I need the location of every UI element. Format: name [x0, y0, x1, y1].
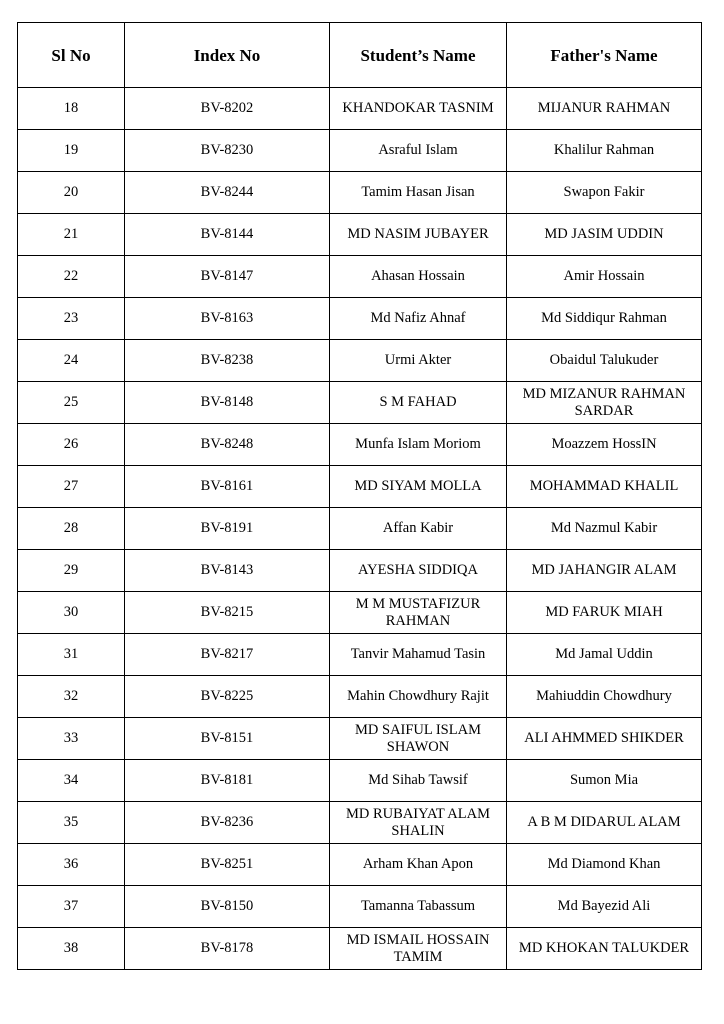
- header-row: [18, 23, 702, 88]
- cell-sl-no: 37: [18, 886, 125, 928]
- cell-father-name: ALI AHMMED SHIKDER: [507, 718, 702, 760]
- table-row: [18, 172, 702, 214]
- cell-father-name: MOHAMMAD KHALIL: [507, 466, 702, 508]
- cell-father-name: Md Jamal Uddin: [507, 634, 702, 676]
- table-row: [18, 634, 702, 676]
- cell-index-no: BV-8144: [125, 214, 330, 256]
- cell-student-name: Urmi Akter: [330, 340, 507, 382]
- cell-father-name: Md Diamond Khan: [507, 844, 702, 886]
- cell-index-no: BV-8225: [125, 676, 330, 718]
- table-row: [18, 508, 702, 550]
- table-row: [18, 256, 702, 298]
- cell-sl-no: 28: [18, 508, 125, 550]
- cell-sl-no: 32: [18, 676, 125, 718]
- table-row: [18, 760, 702, 802]
- cell-index-no: BV-8147: [125, 256, 330, 298]
- cell-sl-no: 27: [18, 466, 125, 508]
- cell-index-no: BV-8181: [125, 760, 330, 802]
- cell-sl-no: 30: [18, 592, 125, 634]
- cell-sl-no: 33: [18, 718, 125, 760]
- header-student-name: Student’s Name: [330, 23, 507, 88]
- table-row: [18, 382, 702, 424]
- cell-index-no: BV-8161: [125, 466, 330, 508]
- cell-father-name: Obaidul Talukuder: [507, 340, 702, 382]
- cell-father-name: MD FARUK MIAH: [507, 592, 702, 634]
- cell-father-name: Swapon Fakir: [507, 172, 702, 214]
- cell-father-name: MD MIZANUR RAHMAN SARDAR: [507, 382, 702, 424]
- cell-index-no: BV-8215: [125, 592, 330, 634]
- cell-father-name: MIJANUR RAHMAN: [507, 88, 702, 130]
- cell-father-name: MD KHOKAN TALUKDER: [507, 928, 702, 970]
- table-row: [18, 424, 702, 466]
- cell-index-no: BV-8251: [125, 844, 330, 886]
- table-row: [18, 340, 702, 382]
- table-row: [18, 718, 702, 760]
- cell-student-name: MD RUBAIYAT ALAM SHALIN: [330, 802, 507, 844]
- cell-index-no: BV-8150: [125, 886, 330, 928]
- cell-student-name: Tamanna Tabassum: [330, 886, 507, 928]
- cell-student-name: AYESHA SIDDIQA: [330, 550, 507, 592]
- cell-index-no: BV-8248: [125, 424, 330, 466]
- cell-father-name: Sumon Mia: [507, 760, 702, 802]
- cell-student-name: MD NASIM JUBAYER: [330, 214, 507, 256]
- cell-father-name: Md Siddiqur Rahman: [507, 298, 702, 340]
- cell-father-name: MD JASIM UDDIN: [507, 214, 702, 256]
- cell-index-no: BV-8143: [125, 550, 330, 592]
- student-list-table: [17, 22, 702, 970]
- cell-index-no: BV-8202: [125, 88, 330, 130]
- table-body: [18, 88, 702, 970]
- cell-index-no: BV-8148: [125, 382, 330, 424]
- cell-student-name: MD SIYAM MOLLA: [330, 466, 507, 508]
- table-row: [18, 466, 702, 508]
- cell-student-name: S M FAHAD: [330, 382, 507, 424]
- cell-sl-no: 25: [18, 382, 125, 424]
- cell-father-name: Mahiuddin Chowdhury: [507, 676, 702, 718]
- cell-student-name: Tamim Hasan Jisan: [330, 172, 507, 214]
- cell-father-name: Moazzem HossIN: [507, 424, 702, 466]
- cell-student-name: Affan Kabir: [330, 508, 507, 550]
- cell-student-name: Tanvir Mahamud Tasin: [330, 634, 507, 676]
- cell-student-name: Ahasan Hossain: [330, 256, 507, 298]
- cell-father-name: A B M DIDARUL ALAM: [507, 802, 702, 844]
- cell-index-no: BV-8238: [125, 340, 330, 382]
- cell-sl-no: 24: [18, 340, 125, 382]
- table-row: [18, 88, 702, 130]
- table-row: [18, 886, 702, 928]
- cell-father-name: MD JAHANGIR ALAM: [507, 550, 702, 592]
- cell-sl-no: 38: [18, 928, 125, 970]
- cell-sl-no: 29: [18, 550, 125, 592]
- cell-student-name: M M MUSTAFIZUR RAHMAN: [330, 592, 507, 634]
- cell-index-no: BV-8178: [125, 928, 330, 970]
- cell-student-name: KHANDOKAR TASNIM: [330, 88, 507, 130]
- cell-index-no: BV-8191: [125, 508, 330, 550]
- cell-sl-no: 19: [18, 130, 125, 172]
- table-header: [18, 23, 702, 88]
- cell-student-name: MD SAIFUL ISLAM SHAWON: [330, 718, 507, 760]
- cell-index-no: BV-8230: [125, 130, 330, 172]
- cell-sl-no: 35: [18, 802, 125, 844]
- cell-student-name: Mahin Chowdhury Rajit: [330, 676, 507, 718]
- table-row: [18, 928, 702, 970]
- table-row: [18, 298, 702, 340]
- cell-sl-no: 23: [18, 298, 125, 340]
- table-row: [18, 844, 702, 886]
- cell-index-no: BV-8151: [125, 718, 330, 760]
- table-row: [18, 676, 702, 718]
- cell-sl-no: 21: [18, 214, 125, 256]
- cell-index-no: BV-8217: [125, 634, 330, 676]
- cell-index-no: BV-8244: [125, 172, 330, 214]
- cell-student-name: Asraful Islam: [330, 130, 507, 172]
- table-row: [18, 550, 702, 592]
- table-row: [18, 592, 702, 634]
- cell-sl-no: 36: [18, 844, 125, 886]
- cell-student-name: Md Sihab Tawsif: [330, 760, 507, 802]
- table-row: [18, 802, 702, 844]
- header-index-no: Index No: [125, 23, 330, 88]
- cell-father-name: Amir Hossain: [507, 256, 702, 298]
- cell-sl-no: 26: [18, 424, 125, 466]
- cell-student-name: Md Nafiz Ahnaf: [330, 298, 507, 340]
- cell-student-name: Arham Khan Apon: [330, 844, 507, 886]
- cell-sl-no: 18: [18, 88, 125, 130]
- table-row: [18, 130, 702, 172]
- cell-sl-no: 22: [18, 256, 125, 298]
- cell-index-no: BV-8236: [125, 802, 330, 844]
- cell-sl-no: 34: [18, 760, 125, 802]
- header-sl-no: Sl No: [18, 23, 125, 88]
- cell-sl-no: 31: [18, 634, 125, 676]
- cell-sl-no: 20: [18, 172, 125, 214]
- cell-father-name: Md Bayezid Ali: [507, 886, 702, 928]
- cell-student-name: Munfa Islam Moriom: [330, 424, 507, 466]
- cell-father-name: Md Nazmul Kabir: [507, 508, 702, 550]
- table-row: [18, 214, 702, 256]
- cell-student-name: MD ISMAIL HOSSAIN TAMIM: [330, 928, 507, 970]
- cell-index-no: BV-8163: [125, 298, 330, 340]
- cell-father-name: Khalilur Rahman: [507, 130, 702, 172]
- header-father-name: Father's Name: [507, 23, 702, 88]
